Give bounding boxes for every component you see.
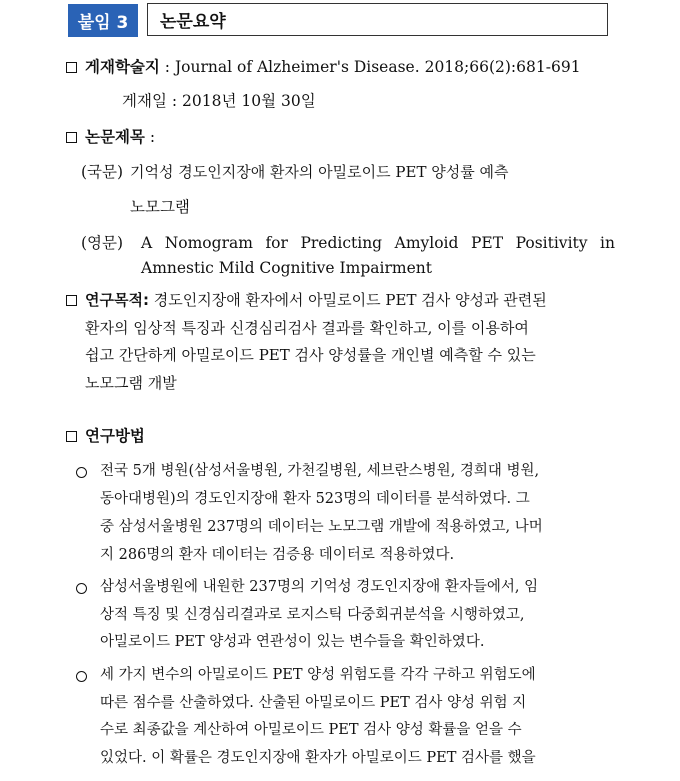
- methods-text: 동아대병원)의 경도인지장애 환자 523명의 데이터를 분석하였다. 그: [100, 491, 530, 507]
- methods-text: 아밀로이드 PET 양성과 연관성이 있는 변수들을 확인하였다.: [100, 634, 485, 650]
- english-title-word: Nomogram: [164, 234, 253, 252]
- journal-value: : Journal of Alzheimer's Disease. 2018;66(2):681-691: [159, 58, 581, 76]
- paper-title-label: 논문제목: [85, 128, 145, 146]
- attachment-tag: 붙임 3: [68, 4, 138, 37]
- bullet-circle-icon: [76, 671, 87, 682]
- english-title-word: Predicting: [300, 234, 383, 252]
- english-title-line1: [141, 233, 615, 253]
- checkbox-icon: [66, 295, 77, 306]
- publish-date-label: 게재일: [122, 92, 167, 110]
- methods-text: 세 가지 변수의 아밀로이드 PET 양성 위험도를 각각 구하고 위험도에: [100, 667, 536, 683]
- english-title-word: Positivity: [515, 234, 588, 252]
- methods-text: 따른 점수를 산출하였다. 산출된 아밀로이드 PET 검사 양성 위험 지: [100, 695, 527, 711]
- methods-text: 삼성서울병원에 내원한 237명의 기억성 경도인지장애 환자들에서, 임: [100, 579, 539, 595]
- english-title-line2: Amnestic Mild Cognitive Impairment: [141, 259, 432, 277]
- checkbox-icon: [66, 62, 77, 73]
- methods-text: 있었다. 이 확률은 경도인지장애 환자가 아밀로이드 PET 검사를 했을: [100, 750, 536, 766]
- english-title-word: for: [265, 234, 288, 252]
- korean-title-line2: 노모그램: [130, 198, 190, 216]
- methods-text: 수로 최종값을 계산하여 아밀로이드 PET 검사 양성 확률을 얻을 수: [100, 722, 522, 738]
- page-title: 논문요약: [147, 3, 608, 36]
- paper-title-colon: :: [144, 128, 156, 146]
- korean-title-prefix: (국문): [81, 163, 124, 181]
- methods-text: 지 286명의 환자 데이터는 검증용 데이터로 적용하였다.: [100, 547, 455, 563]
- journal-label: 게재학술지: [85, 58, 160, 76]
- publish-date-value: : 2018년 10월 30일: [166, 92, 316, 110]
- korean-title-line1: 기억성 경도인지장애 환자의 아밀로이드 PET 양성률 예측: [130, 163, 509, 181]
- publish-date-line: [122, 91, 316, 111]
- methods-text: 전국 5개 병원(삼성서울병원, 가천길병원, 세브란스병원, 경희대 병원,: [100, 463, 540, 479]
- checkbox-icon: [66, 431, 77, 442]
- paper-title-heading: [85, 127, 155, 147]
- english-title-word: PET: [470, 234, 504, 252]
- bullet-circle-icon: [76, 467, 87, 478]
- english-title-prefix: (영문): [81, 234, 124, 252]
- english-title-word: in: [600, 234, 615, 252]
- methods-label: 연구방법: [85, 427, 145, 445]
- checkbox-icon: [66, 132, 77, 143]
- purpose-text: 환자의 임상적 특징과 신경심리검사 결과를 확인하고, 이를 이용하여: [85, 319, 529, 337]
- bullet-circle-icon: [76, 583, 87, 594]
- purpose-text: 경도인지장애 환자에서 아밀로이드 PET 검사 양성과 관련된: [153, 291, 547, 309]
- purpose-text: 노모그램 개발: [85, 374, 177, 392]
- purpose-line: [85, 290, 547, 310]
- journal-line: [85, 57, 581, 77]
- english-title-word: Amyloid: [394, 234, 459, 252]
- purpose-label: 연구목적:: [85, 291, 149, 309]
- english-title-word: A: [141, 234, 153, 252]
- methods-text: 중 삼성서울병원 237명의 데이터는 노모그램 개발에 적용하였고, 나머: [100, 519, 543, 535]
- purpose-text: 쉽고 간단하게 아밀로이드 PET 검사 양성률을 개인별 예측할 수 있는: [85, 346, 536, 364]
- methods-text: 상적 특징 및 신경심리결과로 로지스틱 다중회귀분석을 시행하였고,: [100, 607, 525, 623]
